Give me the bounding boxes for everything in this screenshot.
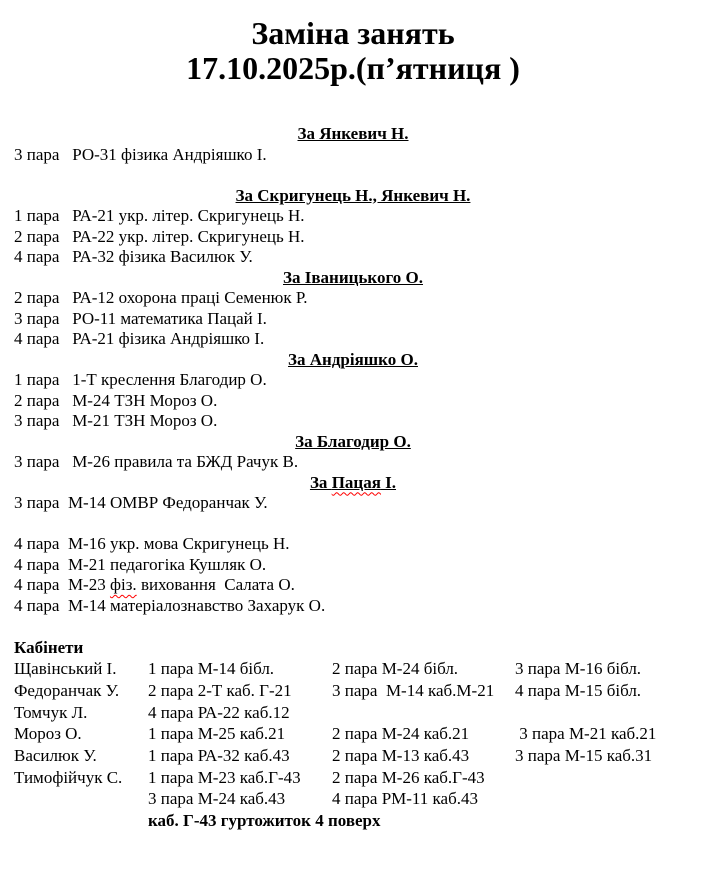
schedule-line (14, 206, 692, 227)
text-run: 4 пара М-21 педагогіка Кушляк О. (14, 554, 267, 574)
section (14, 268, 692, 350)
cabinet-row (14, 723, 692, 745)
cabinet-cell: 2 пара М-24 бібл. (332, 659, 459, 679)
section-header (14, 432, 692, 453)
cabinets-section (14, 637, 692, 832)
schedule-line (14, 145, 692, 166)
cabinet-cell (14, 788, 148, 810)
section (14, 124, 692, 186)
section (14, 432, 692, 473)
section-header-text (310, 473, 396, 492)
text-run: За Андріяшко О. (288, 349, 418, 369)
schedule-line (14, 247, 692, 268)
cabinet-cell: Томчук Л. (14, 702, 88, 722)
schedule-line (14, 555, 692, 576)
text-run: 3 пара РО-31 фізика Андріяшко І. (14, 144, 267, 164)
cabinet-cell: 2 пара 2-Т каб. Г-21 (148, 680, 292, 700)
text-run: 4 пара РА-21 фізика Андріяшко І. (14, 329, 265, 348)
cabinets-label: Кабінети (14, 637, 84, 657)
text-run: 3 пара РО-11 математика Пацай І. (14, 308, 267, 328)
schedule-line (14, 329, 692, 350)
blank-line (14, 165, 692, 186)
cabinet-cell: Щавінський І. (14, 659, 117, 679)
text-run: 3 пара М-26 правила та БЖД Рачук В. (14, 452, 299, 471)
text-run: 4 пара РА-32 фізика Василюк У. (14, 247, 253, 266)
section-header-text (295, 432, 411, 451)
text-run: За Скригунець Н., Янкевич Н. (235, 185, 471, 205)
cabinet-cell: 3 пара М-14 каб.М-21 (332, 680, 495, 700)
cabinet-cell: Тимофійчук С. (14, 767, 123, 787)
text-run: 4 пара М-16 укр. мова Скригунець Н. (14, 534, 290, 553)
text-run: 2 пара РА-22 укр. літер. Скригунець Н. (14, 226, 305, 246)
section-header (14, 124, 692, 145)
cabinet-cell: 1 пара М-14 бібл. (148, 659, 275, 679)
schedule-line (14, 452, 692, 473)
section-header-text (283, 268, 423, 287)
title-line-2: 17.10.2025р.(п’ятниця ) (186, 50, 520, 86)
text-run: 1 пара РА-21 укр. літер. Скригунець Н. (14, 206, 305, 225)
cabinet-row (14, 702, 692, 724)
cabinet-cell: 3 пара М-21 каб.21 (515, 724, 657, 744)
cabinet-row (14, 680, 692, 702)
cabinet-cell (332, 702, 515, 724)
text-run: 3 пара М-14 ОМВР Федоранчак У. (14, 493, 268, 512)
cabinet-cell: 3 пара М-24 каб.43 (148, 789, 286, 809)
cabinet-row (14, 745, 692, 767)
text-run: І. (380, 472, 397, 492)
text-run: 4 пара М-14 матеріалознавство Захарук О. (14, 595, 326, 615)
section-header-text (298, 124, 409, 143)
cabinet-cell: 1 пара М-23 каб.Г-43 (148, 767, 301, 787)
cabinet-cell: 3 пара М-15 каб.31 (515, 746, 653, 766)
cabinet-cell: 1 пара М-25 каб.21 (148, 724, 286, 744)
text-run: 2 пара М-24 ТЗН Мороз О. (14, 390, 218, 410)
text-run: За Благодир О. (295, 431, 411, 451)
cabinet-cell (515, 767, 692, 789)
text-run: 4 пара М-23 (14, 575, 110, 594)
text-run: 3 пара М-21 ТЗН Мороз О. (14, 411, 218, 430)
cabinet-row (14, 658, 692, 680)
text-run: За Іваницького О. (283, 267, 423, 287)
cabinet-row (14, 788, 692, 810)
schedule-line (14, 288, 692, 309)
section (14, 473, 692, 535)
cabinet-cell: Федоранчак У. (14, 680, 120, 700)
cabinet-row (14, 767, 692, 789)
schedule-line (14, 227, 692, 248)
cabinets-footer-note: каб. Г-43 гуртожиток 4 поверх (148, 811, 381, 831)
section (14, 350, 692, 432)
section (14, 534, 692, 637)
section-header (14, 473, 692, 494)
title-line-1: Заміна занять (251, 15, 455, 51)
text-run: За (309, 472, 332, 492)
schedule-line (14, 309, 692, 330)
cabinets-table (14, 658, 692, 810)
misspelled-word: фіз. (109, 575, 137, 594)
cabinet-cell: Мороз О. (14, 724, 82, 744)
schedule-line (14, 493, 692, 514)
blank-line (14, 514, 692, 535)
misspelled-word: Пацая (331, 472, 381, 492)
schedule-line (14, 596, 692, 617)
schedule-line (14, 534, 692, 555)
section-header (14, 186, 692, 207)
document-title (14, 16, 692, 86)
cabinet-cell: 2 пара М-13 каб.43 (332, 746, 470, 766)
cabinet-cell: 3 пара М-16 бібл. (515, 659, 642, 679)
cabinet-cell (515, 788, 692, 810)
cabinet-cell: 4 пара РМ-11 каб.43 (332, 789, 478, 809)
section-header (14, 350, 692, 371)
cabinet-cell: 1 пара РА-32 каб.43 (148, 746, 290, 766)
text-run: За Янкевич Н. (297, 124, 409, 143)
cabinet-cell: Василюк У. (14, 746, 97, 766)
cabinet-cell: 4 пара М-15 бібл. (515, 680, 642, 700)
sections (14, 124, 692, 637)
text-run: 1 пара 1-Т креслення Благодир О. (14, 370, 267, 389)
blank-line (14, 616, 692, 637)
cabinet-cell: 2 пара М-24 каб.21 (332, 724, 470, 744)
cabinet-cell: 4 пара РА-22 каб.12 (148, 702, 290, 722)
text-run: виховання Салата О. (136, 575, 295, 594)
schedule-line (14, 575, 692, 596)
section-header-text (288, 350, 418, 369)
section-header (14, 268, 692, 289)
section-header-text (236, 186, 471, 205)
schedule-line (14, 391, 692, 412)
section (14, 186, 692, 268)
cabinet-cell: 2 пара М-26 каб.Г-43 (332, 767, 485, 787)
schedule-line (14, 411, 692, 432)
schedule-line (14, 370, 692, 391)
cabinet-cell (515, 702, 692, 724)
text-run: 2 пара РА-12 охорона праці Семенюк Р. (14, 288, 308, 307)
